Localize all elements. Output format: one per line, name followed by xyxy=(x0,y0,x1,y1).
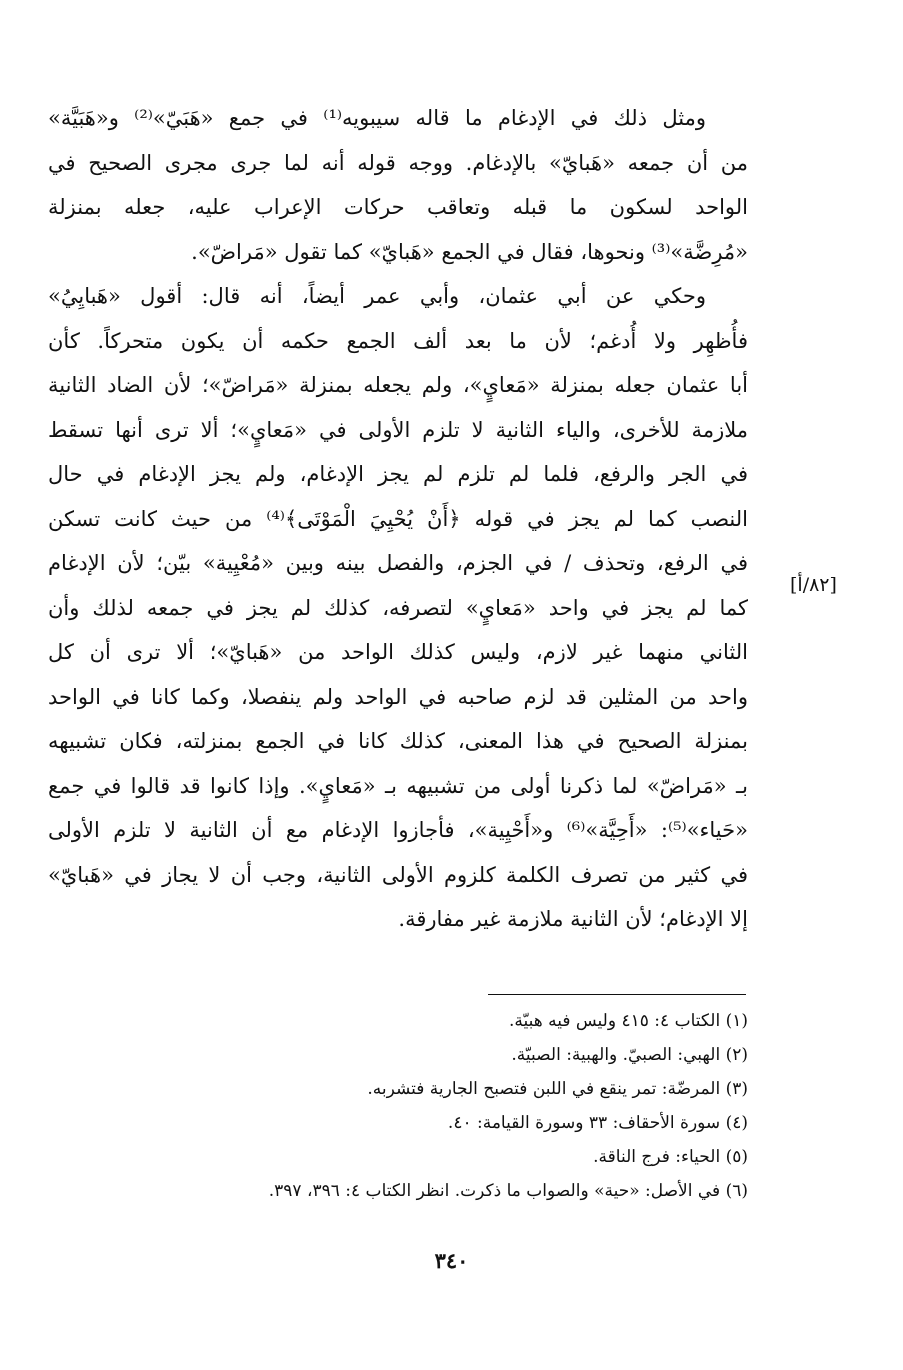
text-line: بـ «مَراضّ» لما ذكرنا أولى من تشبيهه بـ «مَعايٍ». وإذا كانوا قد قالوا في جمع xyxy=(48,773,748,798)
main-text-block xyxy=(48,96,748,942)
footnote: (٥) الحياء: فرج الناقة. xyxy=(593,1147,748,1167)
text-line: وحكي عن أبي عثمان، وأبي عمر أيضاً، أنه قال: أقول «هَبايِيُ» xyxy=(48,284,706,308)
footnotes xyxy=(48,1004,748,1208)
text-line: في الرفع، وتحذف / في الجزم، والفصل بينه وبين «مُعْيِية» بيّن؛ لأن الإدغام xyxy=(48,551,748,575)
text-line: إلا الإدغام؛ لأن الثانية ملازمة غير مفارقة. xyxy=(398,907,748,931)
page-number: ٣٤٠ xyxy=(434,1248,469,1273)
text-line: الثاني منهما غير لازم، وليس كذلك الواحد من «هَبايّ»؛ ألا ترى أن كل xyxy=(48,640,748,664)
text-line: كما لم يجز في واحد «مَعايٍ» لتصرفه، كذلك لم يجز في جمعه لذلك وأن xyxy=(48,595,748,620)
footnote: (٣) المرضّة: تمر ينقع في اللبن فتصبح الجارية فتشربه. xyxy=(367,1079,748,1099)
footnote: (٦) في الأصل: «حية» والصواب ما ذكرت. انظر الكتاب ٤: ٣٩٦، ٣٩٧. xyxy=(268,1181,748,1201)
text-line: ومثل ذلك في الإدغام ما قاله سيبويه⁽¹⁾ في جمع «هَبَيّ»⁽²⁾ و«هَبَيَّة» xyxy=(48,106,706,130)
text-line: «مُرِضَّة»⁽³⁾ ونحوها، فقال في الجمع «هَبايّ» كما تقول «مَراضّ». xyxy=(191,239,748,264)
footnote: (٤) سورة الأحقاف: ٣٣ وسورة القيامة: ٤٠. xyxy=(447,1113,748,1133)
text-line: واحد من المثلين قد لزم صاحبه في الواحد ولم ينفصلا، وكما كانا في الواحد xyxy=(48,684,748,709)
text-line: الواحد لسكون ما قبله وتعاقب حركات الإعراب عليه، جعله بمنزلة xyxy=(48,195,748,219)
text-line: فأُظهِر ولا أُدغم؛ لأن ما بعد ألف الجمع حكمه أن يكون متحركاً. كأن xyxy=(48,328,748,353)
text-line: ملازمة للأخرى، والياء الثانية لا تلزم الأولى في «مَعايٍ»؛ ألا ترى أنها تسقط xyxy=(48,417,748,442)
text-line: في كثير من تصرف الكلمة كلزوم الأولى الثانية، وجب أن لا يجاز في «هَبايّ» xyxy=(48,862,748,887)
footnote: (١) الكتاب ٤: ٤١٥ وليس فيه هبيّة. xyxy=(508,1011,748,1031)
folio-margin-reference: [٨٢/أ] xyxy=(790,574,837,596)
footnote-separator xyxy=(488,994,746,995)
footnote: (٢) الهبي: الصبيّ. والهبية: الصبيّة. xyxy=(511,1045,748,1065)
text-line: بمنزلة الصحيح في هذا المعنى، كذلك كانا في الجمع بمنزلته، فكان تشبيهه xyxy=(48,729,748,753)
text-line: من أن جمعه «هَبايّ» بالإدغام. ووجه قوله أنه لما جرى مجرى الصحيح في xyxy=(48,150,748,175)
text-line: في الجر والرفع، فلما لم تلزم لم يجز الإدغام، ولم يجز الإدغام في حال xyxy=(48,462,748,486)
text-line: أبا عثمان جعله بمنزلة «مَعايٍ»، ولم يجعله بمنزلة «مَراضّ»؛ لأن الضاد الثانية xyxy=(48,373,748,397)
text-line: النصب كما لم يجز في قوله ﴿أَنْ يُحْيِيَ الْمَوْتَى﴾⁽⁴⁾ من حيث كانت تسكن xyxy=(48,506,748,531)
text-line: «حَياء»⁽⁵⁾: «أَحِيَّة»⁽⁶⁾ و«أَحْيِية»، فأجازوا الإدغام مع أن الثانية لا تلزم الأولى xyxy=(48,818,748,842)
